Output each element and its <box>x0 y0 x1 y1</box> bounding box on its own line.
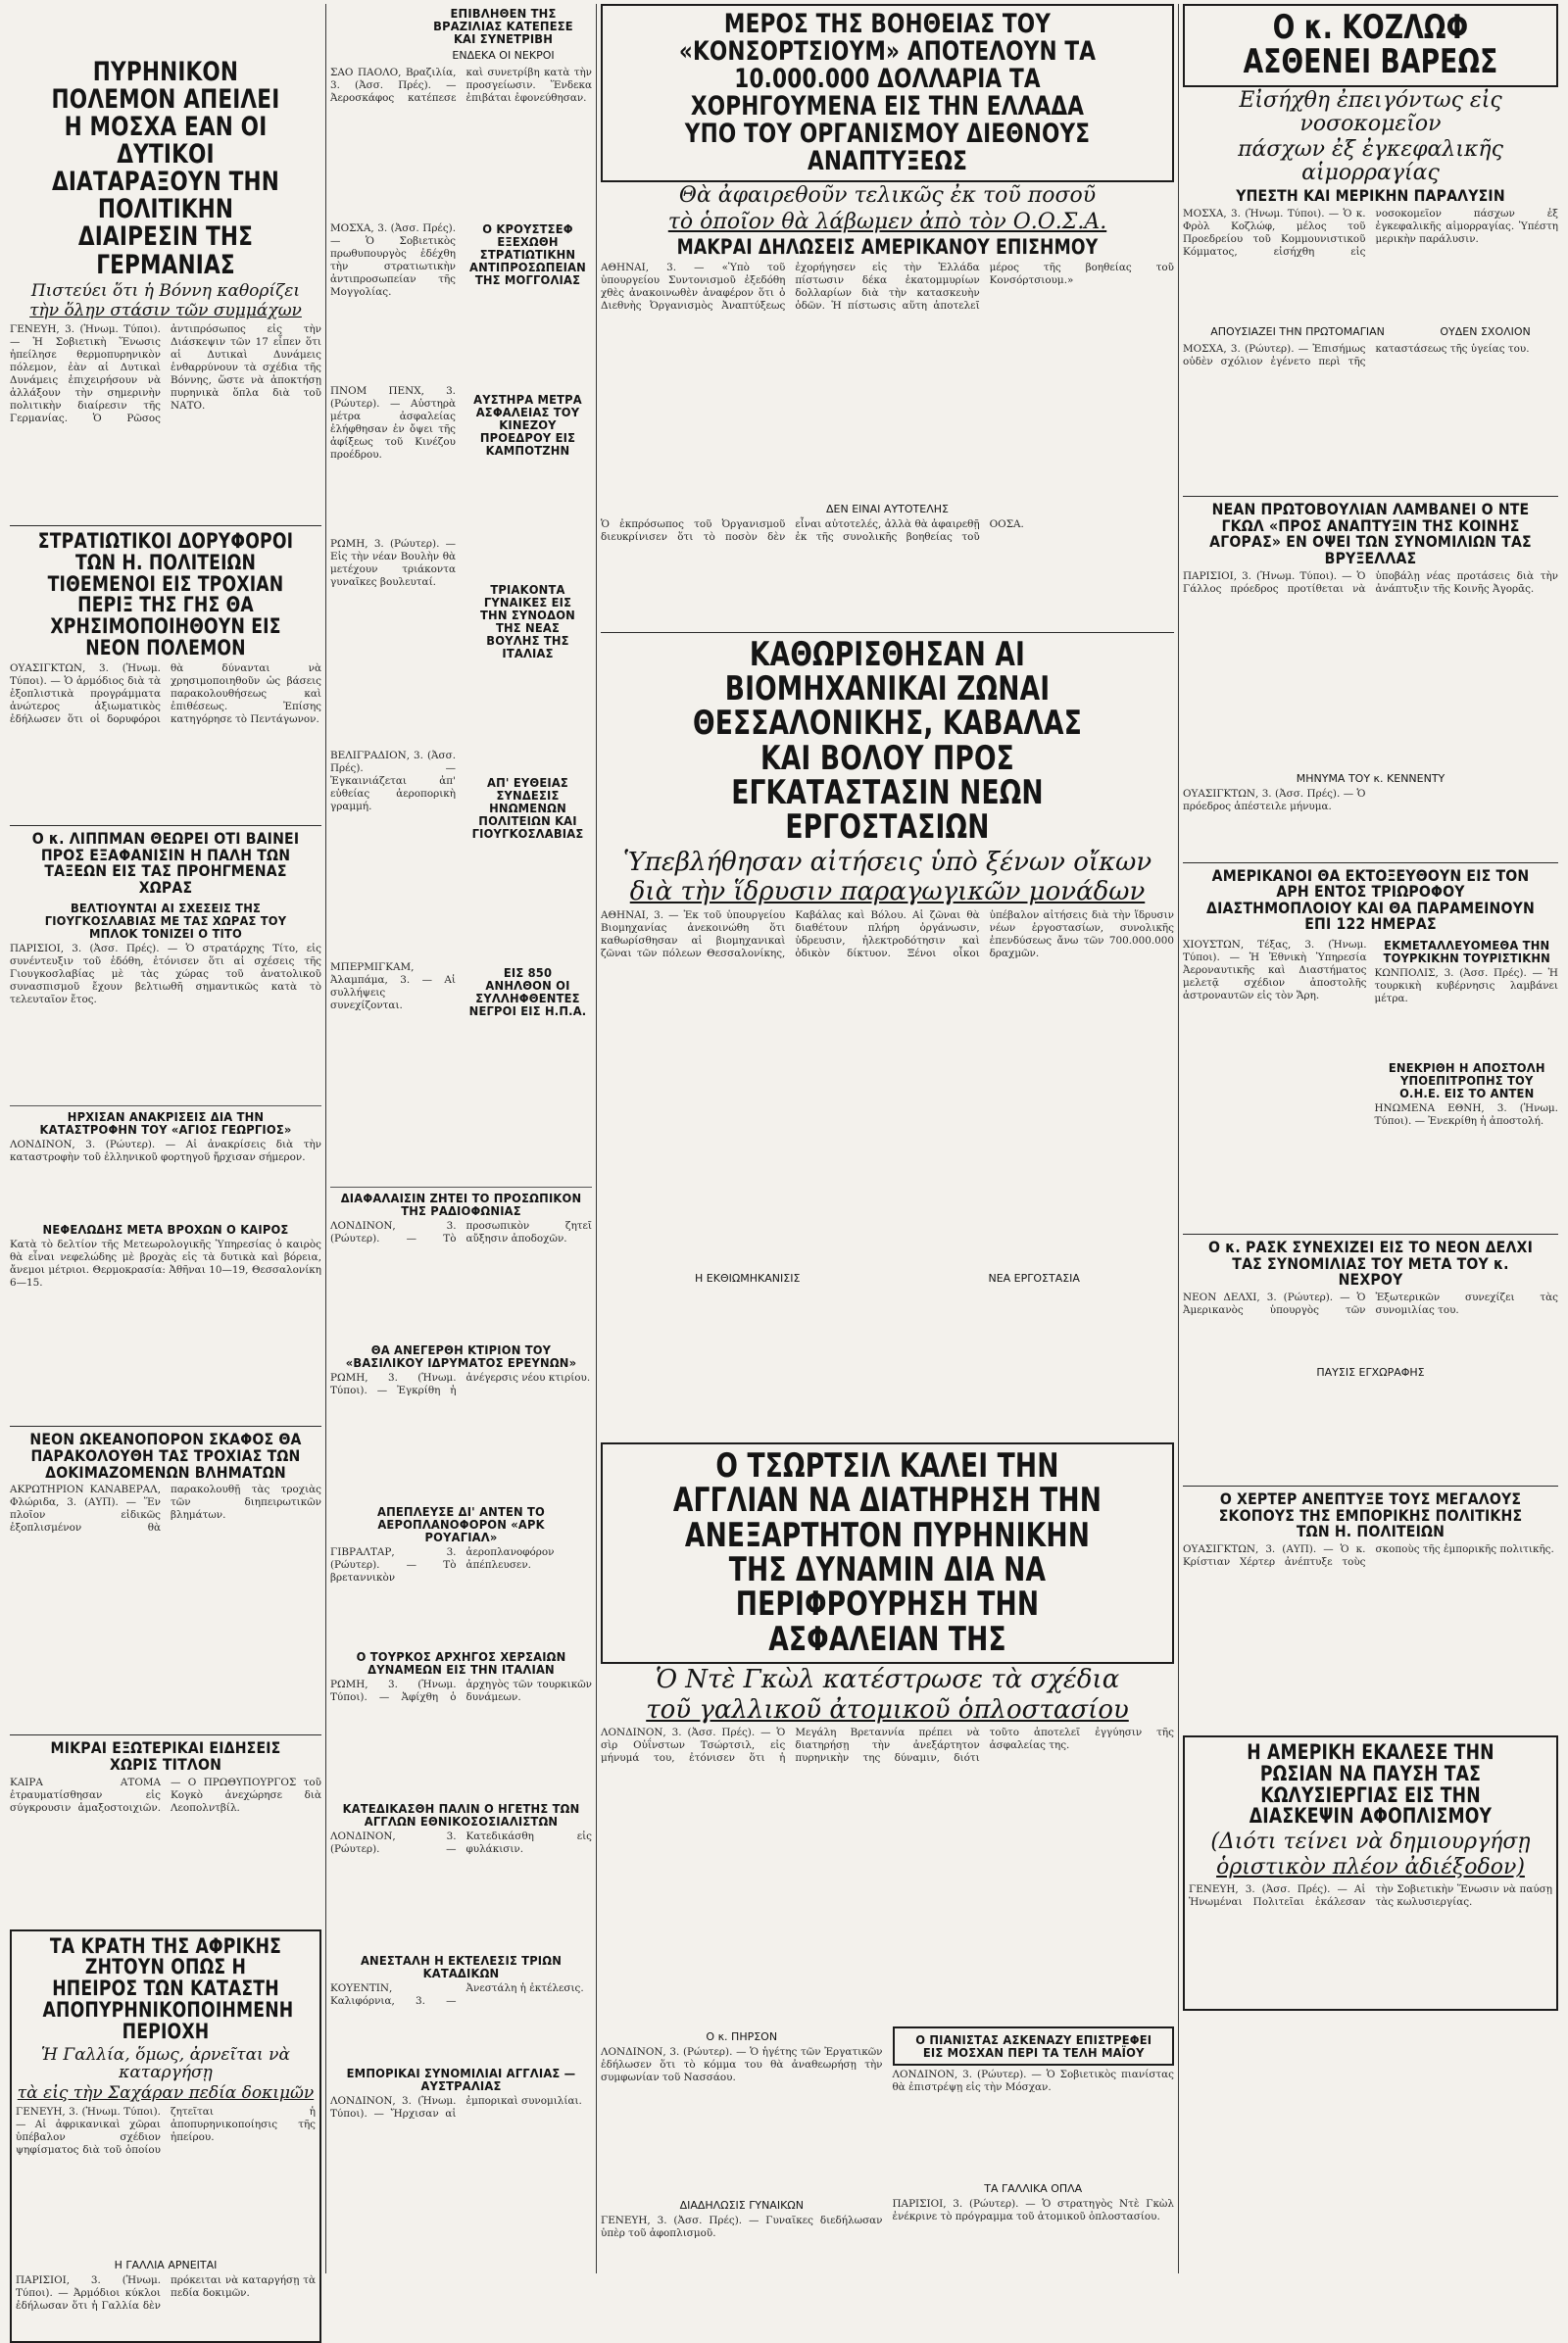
subhead: ΔΙΑΔΗΛΩΣΙΣ ΓΥΝΑΙΚΩΝ <box>679 2199 804 2213</box>
article-body: ΟΥΑΣΙΓΚΤΩΝ, 3. (Ἠνωμ. Τύποι). — Ὁ ἁρμόδιος διὰ τὰ ἐξοπλιστικὰ προγράμματα ἀνώτερος ἀξιωματικὸς ἐδήλωσεν ὅτι οἱ δορυφόροι θὰ δύνανται νὰ χρησιμοποιηθοῦν ὡς βάσεις παρακολουθήσεως καὶ ἐπιθέσεως. Ἐπίσης κατηγόρησε τὸ Πεντάγωνον. <box>10 661 321 725</box>
divider <box>10 1734 321 1735</box>
article-body: ΧΙΟΥΣΤΩΝ, Τέξας, 3. (Ἠνωμ. Τύποι). — Ἡ Ἐθνικὴ Ὑπηρεσία Ἀεροναυτικῆς καὶ Διαστήματος μελετᾷ σχέδιον ἀποστολῆς ἀστροναυτῶν εἰς τὸν Ἄρη. <box>1183 939 1367 1002</box>
headline-cambodia: ΑΥΣΤΗΡΑ ΜΕΤΡΑ ΑΣΦΑΛΕΙΑΣ ΤΟΥ ΚΙΝΕΖΟΥ ΠΡΟΕΔΡΟΥ ΕΙΣ ΚΑΜΠΟΤΖΗΝ <box>473 392 582 458</box>
article-body: ΛΟΝΔΙΝΟΝ, 3. (Ρώυτερ). — Τὸ προσωπικὸν ζητεῖ αὔξησιν ἀποδοχῶν. <box>330 1220 592 1245</box>
article-body: ΡΩΜΗ, 3. (Ἠνωμ. Τύποι). — Ἀφίχθη ὁ ἀρχηγὸς τῶν τουρκικῶν δυνάμεων. <box>330 1679 592 1703</box>
column-3 <box>597 4 1178 2273</box>
subhead: ΕΝΔΕΚΑ ΟΙ ΝΕΚΡΟΙ <box>452 49 555 62</box>
article-body: ΑΘΗΝΑΙ, 3. — «Ὑπὸ τοῦ ὑπουργείου Συντονισμοῦ ἐξεδόθη χθὲς ἀνακοινωθὲν ἀναφέρον ὅτι ὁ Διεθνὴς Ὀργανισμὸς Ἀναπτύξεως ἐχορήγησεν εἰς τὴν Ἑλλάδα πίστωσιν δέκα ἑκατομμυρίων δολλαρίων διὰ τὴν κατασκευὴν ὁδῶν. Ἡ πίστωσις αὕτη ἀποτελεῖ μέρος τῆς βοηθείας τοῦ Κονσόρτσιουμ.» <box>601 261 1174 312</box>
headline-kozlov: Ο κ. ΚΟΖΛΩΦ ΑΣΘΕΝΕΙ ΒΑΡΕΩΣ <box>1243 8 1498 82</box>
article-body: ΟΥΑΣΙΓΚΤΩΝ, 3. (ΑΥΠ). — Ὁ κ. Κρίστιαν Χέρτερ ἀνέπτυξε τοὺς σκοποὺς τῆς ἐμπορικῆς πολιτικῆς. <box>1183 1542 1554 1568</box>
divider <box>10 1426 321 1427</box>
subhead: Ο κ. ΠΗΡΣΟΝ <box>706 2030 778 2044</box>
article-body <box>464 460 592 577</box>
divider <box>10 525 321 526</box>
article-body: ΓΕΝΕΥΗ, 3. (Ἠνωμ. Τύποι). — Ἡ Σοβιετικὴ Ἕνωσις ἠπείλησε θερμοπυρηνικὸν πόλεμον, ἐὰν αἱ Δυτικαὶ Δυνάμεις ἐπιχειρήσουν νὰ ἀλλάξουν τὴν σημερινὴν πολιτικὴν διαίρεσιν τῆς Γερμανίας. Ὁ Ρῶσος ἀντιπρόσωπος εἰς τὴν Διάσκεψιν τῶν 17 εἶπεν ὅτι αἱ Δυτικαὶ Δυνάμεις ἐνθαρρύνουν τὰ σχέδια τῆς Βόννης, ὥστε νὰ ἀποκτήσῃ πυρηνικὰ ὅπλα διὰ τοῦ ΝΑΤΟ. <box>10 323 321 424</box>
article-body: ΛΟΝΔΙΝΟΝ, 3. (Ἠνωμ. Τύποι). — Ἤρχισαν αἱ ἐμπορικαὶ συνομιλίαι. <box>330 2095 582 2120</box>
headline-mars: ΑΜΕΡΙΚΑΝΟΙ ΘΑ ΕΚΤΟΞΕΥΘΟΥΝ ΕΙΣ ΤΟΝ ΑΡΗ ΕΝΤΟΣ ΤΡΙΩΡΟΦΟΥ ΔΙΑΣΤΗΜΟΠΛΟΙΟΥ ΚΑΙ ΘΑ ΠΑΡΑΜΕΙΝΟΥΝ ΕΠΙ 122 ΗΜΕΡΑΣ <box>1205 865 1536 934</box>
column-1 <box>6 4 325 2312</box>
headline-ship: ΝΕΟΝ ΩΚΕΑΝΟΠΟΡΟΝ ΣΚΑΦΟΣ ΘΑ ΠΑΡΑΚΟΛΟΥΘΗ ΤΑΣ ΤΡΟΧΙΑΣ ΤΩΝ ΔΟΚΙΜΑΖΟΜΕΝΩΝ ΒΛΗΜΑΤΩΝ <box>29 1430 302 1482</box>
headline-ashkenazy: Ο ΠΙΑΝΙΣΤΑΣ ΑΣΚΕΝΑΖΥ ΕΠΙΣΤΡΕΦΕΙ ΕΙΣ ΜΟΣΧΑΝ ΠΕΡΙ ΤΑ ΤΕΛΗ ΜΑΪΟΥ <box>914 2032 1152 2061</box>
subheadline: διὰ τὴν ἵδρυσιν παραγωγικῶν μονάδων <box>629 877 1146 907</box>
headline-weather: ΝΕΦΕΛΩΔΗΣ ΜΕΤΑ ΒΡΟΧΩΝ Ο ΚΑΙΡΟΣ <box>42 1222 289 1238</box>
headline-nuclear-war: ΠΥΡΗΝΙΚΟΝ ΠΟΛΕΜΟΝ ΑΠΕΙΛΕΙ Η ΜΟΣΧΑ ΕΑΝ ΟΙ ΔΥΤΙΚΟΙ ΔΙΑΤΑΡΑΞΟΥΝ ΤΗΝ ΠΟΛΙΤΙΚΗΝ ΔΙΑΙΡΕΣΙΝ ΤΗΣ ΓΕΡΜΑΝΙΑΣ <box>51 57 280 280</box>
disarmament-box <box>1183 1735 1558 2011</box>
newspaper-page <box>6 4 1562 2312</box>
subhead: ΜΗΝΥΜΑ ΤΟΥ κ. ΚΕΝΝΕΝΤΥ <box>1296 771 1446 785</box>
subheadline: Ἡ Γαλλία, ὅμως, ἀρνεῖται νὰ καταργήσῃ <box>41 2044 290 2083</box>
article-body: ΜΟΣΧΑ, 3. (Ἀσσ. Πρές). — Ὁ Σοβιετικὸς πρωθυπουργὸς ἐδέχθη τὴν στρατιωτικὴν ἀντιπροσωπείαν τῆς Μογγολίας. <box>330 222 456 298</box>
kozlov-box <box>1183 4 1558 87</box>
article-body: ΣΑΟ ΠΑΟΛΟ, Βραζιλία, 3. (Ἀσσ. Πρές). — Ἀεροσκάφος κατέπεσε καὶ συνετρίβη κατὰ τὴν προσγείωσιν. Ἕνδεκα ἐπιβάται ἐφονεύθησαν. <box>330 67 592 104</box>
headline-churchill: Ο ΤΣΩΡΤΣΙΛ ΚΑΛΕΙ ΤΗΝ ΑΓΓΛΙΑΝ ΝΑ ΔΙΑΤΗΡΗΣΗ ΤΗΝ ΑΝΕΞΑΡΤΗΤΟΝ ΠΥΡΗΝΙΚΗΝ ΤΗΣ ΔΥΝΑΜΙΝ ΔΙΑ ΝΑ ΠΕΡΙΦΡΟΥΡΗΣΗ ΤΗΝ ΑΣΦΑΛΕΙΑΝ ΤΗΣ <box>672 1446 1102 1659</box>
article-body: ΠΑΡΙΣΙΟΙ, 3. (Ἀσσ. Πρές). — Ὁ στρατάρχης Τίτο, εἰς συνέντευξιν τοῦ ἐδόθη, ἐτόνισεν ὅτι αἱ σχέσεις τῆς Γιουγκοσλαβίας μὲ τὰς χώρας τοῦ ἀνατολικοῦ συνασπισμοῦ ἔχουν βελτιωθῆ σημαντικῶς κατὰ τὸ τελευταῖον ἔτος. <box>10 943 321 1006</box>
article-body: ΑΘΗΝΑΙ, 3. — Ἐκ τοῦ ὑπουργείου Βιομηχανίας ἀνεκοινώθη ὅτι καθωρίσθησαν αἱ βιομηχανικαὶ ζῶναι τῶν πόλεων Θεσσαλονίκης, Καβάλας καὶ Βόλου. Αἱ ζῶναι θὰ διαθέτουν πλήρη ὀργάνωσιν, ὑδρευσιν, ἠλεκτροδότησιν καὶ ὁδικὸν δίκτυον. Ξένοι οἶκοι ὑπέβαλον αἰτήσεις διὰ τὴν ἵδρυσιν νέων ἐργοστασίων, συνολικῆς ἐπενδύσεως ἄνω τῶν 700.000.000 δραχμῶν. <box>601 909 1174 960</box>
headline-lippmann: Ο κ. ΛΙΠΠΜΑΝ ΘΕΩΡΕΙ ΟΤΙ ΒΑΙΝΕΙ ΠΡΟΣ ΕΞΑΦΑΝΙΣΙΝ Η ΠΑΛΗ ΤΩΝ ΤΑΞΕΩΝ ΕΙΣ ΤΑΣ ΠΡΟΗΓΜΕΝΑΣ ΧΩΡΑΣ <box>31 828 300 897</box>
headline-tourism: ΕΚΜΕΤΑΛΛΕΥΟΜΕΘΑ ΤΗΝ ΤΟΥΡΚΙΚΗΝ ΤΟΥΡΙΣΤΙΚΗΝ <box>1383 938 1550 966</box>
headline-execution: ΑΝΕΣΤΑΛΗ Η ΕΚΤΕΛΕΣΙΣ ΤΡΙΩΝ ΚΑΤΑΔΙΚΩΝ <box>360 1953 563 1980</box>
column-4 <box>1179 4 1562 2273</box>
subhead: ΔΕΝ ΕΙΝΑΙ ΑΥΤΟΤΕΛΗΣ <box>826 502 949 515</box>
subhead: Η ΓΑΛΛΙΑ ΑΡΝΕΙΤΑΙ <box>114 2258 218 2271</box>
subheadline: Εἰσήχθη ἐπειγόντως εἰς νοσοκομεῖον <box>1239 87 1502 136</box>
headline-rusk: Ο κ. ΡΑΣΚ ΣΥΝΕΧΙΖΕΙ ΕΙΣ ΤΟ ΝΕΟΝ ΔΕΛΧΙ ΤΑΣ ΣΥΝΟΜΙΛΙΑΣ ΤΟΥ ΜΕΤΑ ΤΟΥ κ. ΝΕΧΡΟΥ <box>1208 1238 1533 1290</box>
headline-arrested: ΕΙΣ 850 ΑΝΗΛΘΟΝ ΟΙ ΣΥΛΛΗΦΘΕΝΤΕΣ ΝΕΓΡΟΙ ΕΙΣ Η.Π.Α. <box>468 965 587 1018</box>
headline-italy-women: ΤΡΙΑΚΟΝΤΑ ΓΥΝΑΙΚΕΣ ΕΙΣ ΤΗΝ ΣΥΝΟΔΟΝ ΤΗΣ ΝΕΑΣ ΒΟΥΛΗΣ ΤΗΣ ΙΤΑΛΙΑΣ <box>479 582 576 660</box>
consortium-box <box>601 4 1174 182</box>
article-body: ΛΟΝΔΙΝΟΝ, 3. (Ρώυτερ). — Ὁ Σοβιετικὸς πιανίστας θὰ ἐπιστρέψῃ εἰς τὴν Μόσχαν. <box>892 2069 1174 2094</box>
article-body: ΚΟΥΕΝΤΙΝ, Καλιφόρνια, 3. — Ἀνεστάλη ἡ ἐκτέλεσις. <box>330 1982 584 2007</box>
headline-paralysis: ΥΠΕΣΤΗ ΚΑΙ ΜΕΡΙΚΗΝ ΠΑΡΑΛΥΣΙΝ <box>1236 186 1505 206</box>
article-body: ΓΕΝΕΥΗ, 3. (Ἠνωμ. Τύποι). — Αἱ ἀφρικανικαὶ χῶραι ὑπέβαλον σχέδιον ψηφίσματος διὰ τοῦ ὁποίου ζητεῖται ἡ ἀποπυρηνικοποίησις τῆς ἠπείρου. <box>16 2105 316 2156</box>
divider <box>1183 496 1558 497</box>
subhead: ΠΑΥΣΙΣ ΕΓΧΩΡΑΦΗΣ <box>1316 1365 1425 1379</box>
divider <box>330 1187 592 1188</box>
article-body: Κατὰ τὸ δελτίον τῆς Μετεωρολογικῆς Ὑπηρεσίας ὁ καιρὸς θὰ εἶναι νεφελώδης μὲ βροχὰς εἰς τὰ δυτικὰ καὶ βόρεια, ἄνεμοι μέτριοι. Θερμοκρασία: Ἀθῆναι 10—19, Θεσσαλονίκη 6—15. <box>10 1239 321 1290</box>
article-body: ΓΕΝΕΥΗ, 3. (Ἀσσ. Πρές). — Γυναῖκες διεδήλωσαν ὑπὲρ τοῦ ἀφοπλισμοῦ. <box>601 2215 883 2240</box>
article-body: ΛΟΝΔΙΝΟΝ, 3. (Ρώυτερ). — Αἱ ἀνακρίσεις διὰ τὴν καταστροφὴν τοῦ ἑλληνικοῦ φορτηγοῦ ἤρχισαν σήμερον. <box>10 1139 321 1164</box>
churchill-box <box>601 1442 1174 1664</box>
subhead: ΑΠΟΥΣΙΑΖΕΙ ΤΗΝ ΠΡΩΤΟΜΑΓΙΑΝ <box>1210 325 1385 339</box>
divider <box>601 632 1174 633</box>
subheadline: τοῦ γαλλικοῦ ἀτομικοῦ ὁπλοστασίου <box>646 1694 1129 1725</box>
divider <box>10 825 321 826</box>
subheadline: Ὑπεβλήθησαν αἰτήσεις ὑπὸ ξένων οἴκων <box>622 847 1152 877</box>
article-body: ΠΑΡΙΣΙΟΙ, 3. (Ρώυτερ). — Ὁ στρατηγὸς Ντὲ Γκὼλ ἐνέκρινε τὸ πρόγραμμα τοῦ ἀτομικοῦ ὁπλοστασίου. <box>892 2198 1174 2223</box>
article-body <box>464 289 592 387</box>
column-2 <box>326 4 596 2273</box>
subhead: ΤΑ ΓΑΛΛΙΚΑ ΟΠΛΑ <box>984 2182 1083 2196</box>
article-body <box>464 843 592 960</box>
subheadline: Ὁ Ντὲ Γκὼλ κατέστρωσε τὰ σχέδια <box>655 1665 1120 1695</box>
subheadline: ὁριστικὸν πλέον ἀδιέξοδον) <box>1216 1855 1525 1880</box>
article-body: ΜΟΣΧΑ, 3. (Ἠνωμ. Τύποι). — Ὁ κ. Φρὸλ Κοζλώφ, μέλος τοῦ Προεδρείου τοῦ Κομμουνιστικοῦ Κόμματος, εἰσήχθη εἰς νοσοκομεῖον πάσχων ἐξ ἐγκεφαλικῆς αἱμορραγίας. Ὑπέστη μερικὴν παράλυσιν. <box>1183 208 1558 259</box>
article-body <box>601 1290 1174 1437</box>
article-body: ΛΟΝΔΙΝΟΝ, 3. (Ἀσσ. Πρές). — Ὁ σὶρ Οὐΐνστων Τσώρτσιλ, εἰς μήνυμά του, ἐτόνισεν ὅτι ἡ Μεγάλη Βρεταννία πρέπει νὰ διατηρήσῃ τὴν ἀνεξάρτητον πυρηνικὴν της δύναμιν, διότι τοῦτο ἀποτελεῖ ἐγγύησιν τῆς ἀσφαλείας της. <box>601 1727 1174 1765</box>
headline-radio: ΔΙΑΦΑΛΑΙΣΙΝ ΖΗΤΕΙ ΤΟ ΠΡΟΣΩΠΙΚΟΝ ΤΗΣ ΡΑΔΙΟΦΩΝΙΑΣ <box>340 1191 582 1218</box>
headline-trade-talks: ΕΜΠΟΡΙΚΑΙ ΣΥΝΟΜΙΛΙΑΙ ΑΓΓΛΙΑΣ — ΑΥΣΤΡΑΛΙΑΣ <box>346 2066 576 2093</box>
article-body: ΚΩΝΠΟΛΙΣ, 3. (Ἀσσ. Πρές). — Ἡ τουρκικὴ κυβέρνησις λαμβάνει μέτρα. <box>1374 967 1558 1005</box>
article-body: ΒΕΛΙΓΡΑΔΙΟΝ, 3. (Ἀσσ. Πρές). — Ἐγκαινιάζεται ἀπ' εὐθείας ἀεροπορικὴ γραμμή. <box>330 750 456 812</box>
subhead: ΝΕΑ ΕΡΓΟΣΤΑΣΙΑ <box>988 1272 1080 1286</box>
article-body: ΚΑΙΡΑ ΑΤΟΜΑ ἐτραυματίσθησαν εἰς σύγκρουσιν ἁμαξοστοιχιῶν. — Ο ΠΡΩΘΥΠΟΥΡΓΟΣ τοῦ Κογκὸ ἀνεχώρησε διὰ Λεοπολντβίλ. <box>10 1776 321 1814</box>
headline-consortium: ΜΕΡΟΣ ΤΗΣ ΒΟΗΘΕΙΑΣ ΤΟΥ «ΚΟΝΣΟΡΤΣΙΟΥΜ» ΑΠΟΤΕΛΟΥΝ ΤΑ 10.000.000 ΔΟΛΛΑΡΙΑ ΤΑ ΧΟΡΗΓΟΥΜΕΝΑ ΕΙΣ ΤΗΝ ΕΛΛΑΔΑ ΥΠΟ ΤΟΥ ΟΡΓΑΝΙΣΜΟΥ ΔΙΕΘΝΟΥΣ ΑΝΑΠΤΥΞΕΩΣ <box>678 9 1097 177</box>
headline-brazil: ΕΠΙΒΛΗΘΕΝ ΤΗΣ ΒΡΑΖΙΛΙΑΣ ΚΑΤΕΠΕΣΕ ΚΑΙ ΣΥΝΕΤΡΙΒΗ <box>433 6 573 46</box>
article-body: ΜΠΕΡΜΙΓΚΑΜ, Ἀλαμπάμα, 3. — Αἱ συλλήψεις συνεχίζονται. <box>330 961 456 1011</box>
article-body: ΓΕΝΕΥΗ, 3. (Ἀσσ. Πρές). — Αἱ Ἡνωμέναι Πολιτεῖαι ἐκάλεσαν τὴν Σοβιετικὴν Ἕνωσιν νὰ παύσῃ τὰς κωλυσιεργίας. <box>1189 1882 1552 1908</box>
article-body: ΟΥΑΣΙΓΚΤΩΝ, 3. (Ἀσσ. Πρές). — Ὁ πρόεδρος ἀπέστειλε μήνυμα. <box>1183 787 1366 812</box>
subheadline: τὴν ὅλην στάσιν τῶν συμμάχων <box>29 301 302 321</box>
headline-nationalist-leader: ΚΑΤΕΔΙΚΑΣΘΗ ΠΑΛΙΝ Ο ΗΓΕΤΗΣ ΤΩΝ ΑΓΓΛΩΝ ΕΘΝΙΚΟΣΟΣΙΑΛΙΣΤΩΝ <box>342 1801 580 1829</box>
headline-de-gaulle-market: ΝΕΑΝ ΠΡΩΤΟΒΟΥΛΙΑΝ ΛΑΜΒΑΝΕΙ Ο ΝΤΕ ΓΚΩΛ «ΠΡΟΣ ΑΝΑΠΤΥΞΙΝ ΤΗΣ ΚΟΙΝΗΣ ΑΓΟΡΑΣ» ΕΝ ΟΨΕΙ ΤΩΝ ΣΥΝΟΜΙΛΙΩΝ ΤΑΣ ΒΡΥΞΕΛΛΑΣ <box>1209 500 1532 567</box>
subheadline: τὰ εἰς τὴν Σαχάραν πεδία δοκιμῶν <box>17 2083 315 2104</box>
headline-kruschev: Ο ΚΡΟΥΣΤΣΕΦ ΕΞΕΧΩΘΗ ΣΤΡΑΤΙΩΤΙΚΗΝ ΑΝΤΙΠΡΟΣΩΠΕΙΑΝ ΤΗΣ ΜΟΓΓΟΛΙΑΣ <box>469 221 586 287</box>
article-body: ΗΝΩΜΕΝΑ ΕΘΝΗ, 3. (Ἠνωμ. Τύποι). — Ἐνεκρίθη ἡ ἀποστολή. <box>1374 1102 1558 1128</box>
article-body <box>464 662 592 770</box>
divider <box>1183 1234 1558 1235</box>
article-body: ΓΙΒΡΑΛΤΑΡ, 3. (Ρώυτερ). — Τὸ βρεταννικὸν ἀεροπλανοφόρον ἀπέπλευσεν. <box>330 1546 555 1584</box>
article-body: ΝΕΟΝ ΔΕΛΧΙ, 3. (Ρώυτερ). — Ὁ Ἀμερικανὸς ὑπουργὸς τῶν Ἐξωτερικῶν συνεχίζει τὰς συνομιλίας του. <box>1183 1291 1558 1316</box>
headline-yugoslavia-link: ΑΠ' ΕΥΘΕΙΑΣ ΣΥΝΔΕΣΙΣ ΗΝΩΜΕΝΩΝ ΠΟΛΙΤΕΙΩΝ ΚΑΙ ΓΙΟΥΓΚΟΣΛΑΒΙΑΣ <box>471 775 584 841</box>
headline-disarmament: Η ΑΜΕΡΙΚΗ ΕΚΑΛΕΣΕ ΤΗΝ ΡΩΣΙΑΝ ΝΑ ΠΑΥΣΗ ΤΑΣ ΚΩΛΥΣΙΕΡΓΙΑΣ ΕΙΣ ΤΗΝ ΔΙΑΣΚΕΨΙΝ ΑΦΟΠΛΙΣΜΟΥ <box>1247 1739 1494 1829</box>
headline-american-official: ΜΑΚΡΑΙ ΔΗΛΩΣΕΙΣ ΑΜΕΡΙΚΑΝΟΥ ΕΠΙΣΗΜΟΥ <box>676 234 1099 259</box>
headline-turkish-chief: Ο ΤΟΥΡΚΟΣ ΑΡΧΗΓΟΣ ΧΕΡΣΑΙΩΝ ΔΥΝΑΜΕΩΝ ΕΙΣ ΤΗΝ ΙΤΑΛΙΑΝ <box>356 1649 566 1677</box>
article-body: ΠΑΡΙΣΙΟΙ, 3. (Ἠνωμ. Τύποι). — Ἀρμόδιοι κύκλοι ἐδήλωσαν ὅτι ἡ Γαλλία δὲν πρόκειται νὰ καταργήσῃ τὰ πεδία δοκιμῶν. <box>16 2273 316 2312</box>
article-body: ΠΝΟΜ ΠΕΝΧ, 3. (Ρώυτερ). — Αὐστηρὰ μέτρα ἀσφαλείας ἐλήφθησαν ἐν ὄψει τῆς ἀφίξεως τοῦ Κινέζου προέδρου. <box>330 385 456 461</box>
divider <box>10 1105 321 1106</box>
headline-inquiries: ΗΡΧΙΣΑΝ ΑΝΑΚΡΙΣΕΙΣ ΔΙΑ ΤΗΝ ΚΑΤΑΣΤΡΟΦΗΝ ΤΟΥ «ΑΓΙΟΣ ΓΕΩΡΓΙΟΣ» <box>39 1109 292 1138</box>
article-body: ΠΑΡΙΣΙΟΙ, 3. (Ἠνωμ. Τύποι). — Ὁ Γάλλος πρόεδρος προτίθεται νὰ ὑποβάλῃ νέας προτάσεις διὰ τὴν ἀνάπτυξιν τῆς Κοινῆς Ἀγορᾶς. <box>1183 569 1558 595</box>
pianist-box <box>893 2026 1175 2066</box>
headline-africa: ΤΑ ΚΡΑΤΗ ΤΗΣ ΑΦΡΙΚΗΣ ΖΗΤΟΥΝ ΟΠΩΣ Η ΗΠΕΙΡΟΣ ΤΩΝ ΚΑΤΑΣΤΗ ΑΠΟΠΥΡΗΝΙΚΟΠΟΙΗΜΕΝΗ ΠΕΡΙΟΧΗ <box>42 1933 294 2043</box>
africa-box <box>10 1929 321 2343</box>
divider <box>1183 1486 1558 1487</box>
headline-satellites: ΣΤΡΑΤΙΩΤΙΚΟΙ ΔΟΡΥΦΟΡΟΙ ΤΩΝ Η. ΠΟΛΙΤΕΙΩΝ ΤΙΘΕΜΕΝΟΙ ΕΙΣ ΤΡΟΧΙΑΝ ΠΕΡΙΞ ΤΗΣ ΓΗΣ ΘΑ ΧΡΗΣΙΜΟΠΟΙΗΘΟΥΝ ΕΙΣ ΝΕΟΝ ΠΟΛΕΜΟΝ <box>37 529 294 660</box>
subheadline: Θὰ ἀφαιρεθοῦν τελικῶς ἐκ τοῦ ποσοῦ <box>678 183 1097 209</box>
headline-foreign-news: ΜΙΚΡΑΙ ΕΞΩΤΕΡΙΚΑΙ ΕΙΔΗΣΕΙΣ ΧΩΡΙΣ ΤΙΤΛΟΝ <box>50 1738 281 1774</box>
article-body: ΡΩΜΗ, 3. (Ἠνωμ. Τύποι). — Ἐγκρίθη ἡ ἀνέγερσις νέου κτιρίου. <box>330 1372 591 1396</box>
subheadline: τὸ ὁποῖον θὰ λάβωμεν ἀπὸ τὸν Ο.Ο.Σ.Α. <box>667 209 1107 234</box>
article-body: ΡΩΜΗ, 3. (Ρώυτερ). — Εἰς τὴν νέαν Βουλὴν θὰ μετέχουν τριάκοντα γυναῖκες βουλευταί. <box>330 538 456 588</box>
article-body: Ὁ ἐκπρόσωπος τοῦ Ὀργανισμοῦ διευκρίνισεν ὅτι τὸ ποσὸν δὲν εἶναι αὐτοτελές, ἀλλὰ θὰ ἀφαιρεθῇ ἐκ τῆς συνολικῆς βοηθείας τοῦ ΟΟΣΑ. <box>601 517 1024 543</box>
article-body: ΑΚΡΩΤΗΡΙΟΝ ΚΑΝΑΒΕΡΑΛ, Φλώριδα, 3. (ΑΥΠ). — Ἕν πλοῖον εἰδικῶς ἐξοπλισμένον θὰ παρακολουθῇ τὰς τροχιὰς τῶν διηπειρωτικῶν βλημάτων. <box>10 1484 321 1535</box>
headline-herter: Ο ΧΕΡΤΕΡ ΑΝΕΠΤΥΞΕ ΤΟΥΣ ΜΕΓΑΛΟΥΣ ΣΚΟΠΟΥΣ ΤΗΣ ΕΜΠΟΡΙΚΗΣ ΠΟΛΙΤΙΚΗΣ ΤΩΝ Η. ΠΟΛΙΤΕΙΩΝ <box>1218 1489 1523 1541</box>
subheadline: (Διότι τείνει νὰ δημιουργήσῃ <box>1210 1830 1531 1855</box>
article-body: ΛΟΝΔΙΝΟΝ, 3. (Ρώυτερ). — Κατεδικάσθη εἰς φυλάκισιν. <box>330 1830 592 1855</box>
headline-un-subcommittee: ΕΝΕΚΡΙΘΗ Η ΑΠΟΣΤΟΛΗ ΥΠΟΕΠΙΤΡΟΠΗΣ ΤΟΥ Ο.Η.Ε. ΕΙΣ ΤΟ ΑΝΤΕΝ <box>1388 1060 1545 1101</box>
headline-research-foundation: ΘΑ ΑΝΕΓΕΡΘΗ ΚΤΙΡΙΟΝ ΤΟΥ «ΒΑΣΙΛΙΚΟΥ ΙΔΡΥΜΑΤΟΣ ΕΡΕΥΝΩΝ» <box>345 1342 577 1370</box>
subheadline: πάσχων ἐξ ἐγκεφαλικῆς αἱμορραγίας <box>1238 137 1503 186</box>
article-body: ΛΟΝΔΙΝΟΝ, 3. (Ρώυτερ). — Ὁ ἡγέτης τῶν Ἐργατικῶν ἐδήλωσεν ὅτι τὸ κόμμα του θὰ ἀναθεωρήσῃ τὴν συμφωνίαν τοῦ Νασσάου. <box>601 2046 883 2084</box>
headline-ark-royal: ΑΠΕΠΛΕΥΣΕ ΔΙ' ΑΝΤΕΝ ΤΟ ΑΕΡΟΠΛΑΝΟΦΟΡΟΝ «ΑΡΚ ΡΟΥΑΓΙΑΛ» <box>376 1504 546 1544</box>
divider <box>1183 862 1558 863</box>
article-body <box>1183 1382 1558 1480</box>
headline-industrial-zones: ΚΑΘΩΡΙΣΘΗΣΑΝ ΑΙ ΒΙΟΜΗΧΑΝΙΚΑΙ ΖΩΝΑΙ ΘΕΣΣΑΛΟΝΙΚΗΣ, ΚΑΒΑΛΑΣ ΚΑΙ ΒΟΛΟΥ ΠΡΟΣ ΕΓΚΑΤΑΣΤΑΣΙΝ ΝΕΩΝ ΕΡΓΟΣΤΑΣΙΩΝ <box>693 634 1082 848</box>
subhead: ΟΥΔΕΝ ΣΧΟΛΙΟΝ <box>1440 325 1531 339</box>
headline-tito: ΒΕΛΤΙΟΥΝΤΑΙ ΑΙ ΣΧΕΣΕΙΣ ΤΗΣ ΓΙΟΥΓΚΟΣΛΑΒΙΑΣ ΜΕ ΤΑΣ ΧΩΡΑΣ ΤΟΥ ΜΠΛΟΚ ΤΟΝΙΖΕΙ Ο ΤΙΤΟ <box>44 901 287 942</box>
subhead: Η ΕΚΘΙΩΜΗΚΑΝΙΣΙΣ <box>695 1272 801 1286</box>
article-body: ΜΟΣΧΑ, 3. (Ρώυτερ). — Ἐπισήμως οὐδὲν σχόλιον ἐγένετο περὶ τῆς καταστάσεως τῆς ὑγείας του. <box>1183 343 1530 368</box>
subheadline: Πιστεύει ὅτι ἡ Βόννη καθορίζει <box>30 280 301 301</box>
